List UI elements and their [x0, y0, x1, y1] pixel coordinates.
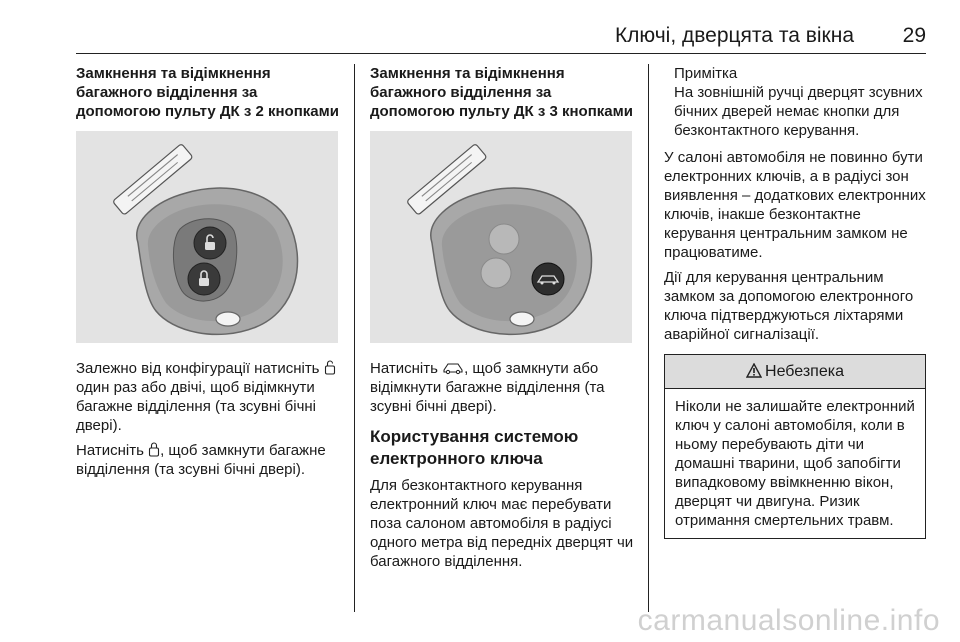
page-number: 29: [902, 24, 926, 47]
warning-title: Небезпека: [765, 363, 844, 380]
section-heading-3-button: Замкнення та відімкнення багажного відділення за допомогою пульту ДК з 3 кнопками: [370, 65, 633, 120]
car-trunk-icon: [442, 361, 464, 375]
paragraph-trunk-3-button: Натисніть , щоб замкнути або відімкнути багажне відділення (та зсувні бічні двері).: [370, 360, 605, 415]
warning-text: Ніколи не залишайте електронний ключ у салоні автомобіля, коли в ньому перебувають діти чи домашні тварини, щоб запобігти випадковому ввімкненню вікон, дверцят чи двигуна. Ризик отримання смертельних травм.: [675, 398, 915, 529]
paragraph-lock-2-button: Натисніть , щоб замкнути багажне відділення (та зсувні бічні двері).: [76, 442, 326, 478]
paragraph-unlock-2-button: Залежно від конфігурації натисніть один раз або двічі, щоб відімкнути багажне відділення (та зсувні бічні двері).: [76, 359, 342, 435]
paragraph-hazard-lights: Дії для керування центральним замком за допомогою електронного ключа підтверджуються ліхтарями аварійної сигналізації.: [664, 269, 914, 343]
note-title: Примітка: [674, 65, 738, 82]
paragraph-no-keys-inside: У салоні автомобіля не повинно бути електронних ключів, а в радіусі зон виявлення – додаткових електронних ключів, інакше безконтактне керування центральним замком не працюватиме.: [664, 149, 926, 261]
page-header: [76, 18, 926, 54]
column-1: [76, 64, 342, 485]
column-2: [370, 64, 636, 577]
column-divider-2: [648, 64, 649, 612]
note-text: На зовнішній ручці дверцят зсувних бічних дверей немає кнопки для безконтактного керування.: [674, 84, 923, 139]
trunk-unlock-icon: [324, 360, 336, 375]
paragraph-electronic-key: Для безконтактного керування електронний ключ має перебувати поза салоном автомобіля в радіусі одного метра від передніх дверцят чи багажного відділення.: [370, 477, 634, 570]
watermark: carmanualsonline.info: [637, 604, 940, 637]
column-3: [664, 64, 926, 539]
column-divider-1: [354, 64, 355, 612]
trunk-lock-icon: [148, 442, 160, 457]
section-title-electronic-key: Користування системою електронного ключа: [370, 427, 579, 468]
note-block: [664, 64, 926, 140]
warning-header: [665, 355, 925, 389]
warning-box: [664, 354, 926, 539]
header-title: Ключі, дверцята та вікна: [614, 24, 854, 47]
remote-key-2-buttons-icon: [76, 131, 338, 343]
section-heading-2-button: Замкнення та відімкнення багажного відділення за допомогою пульту ДК з 2 кнопками: [76, 65, 339, 120]
remote-key-3-buttons-icon: [370, 131, 632, 343]
warning-triangle-icon: [746, 363, 762, 378]
